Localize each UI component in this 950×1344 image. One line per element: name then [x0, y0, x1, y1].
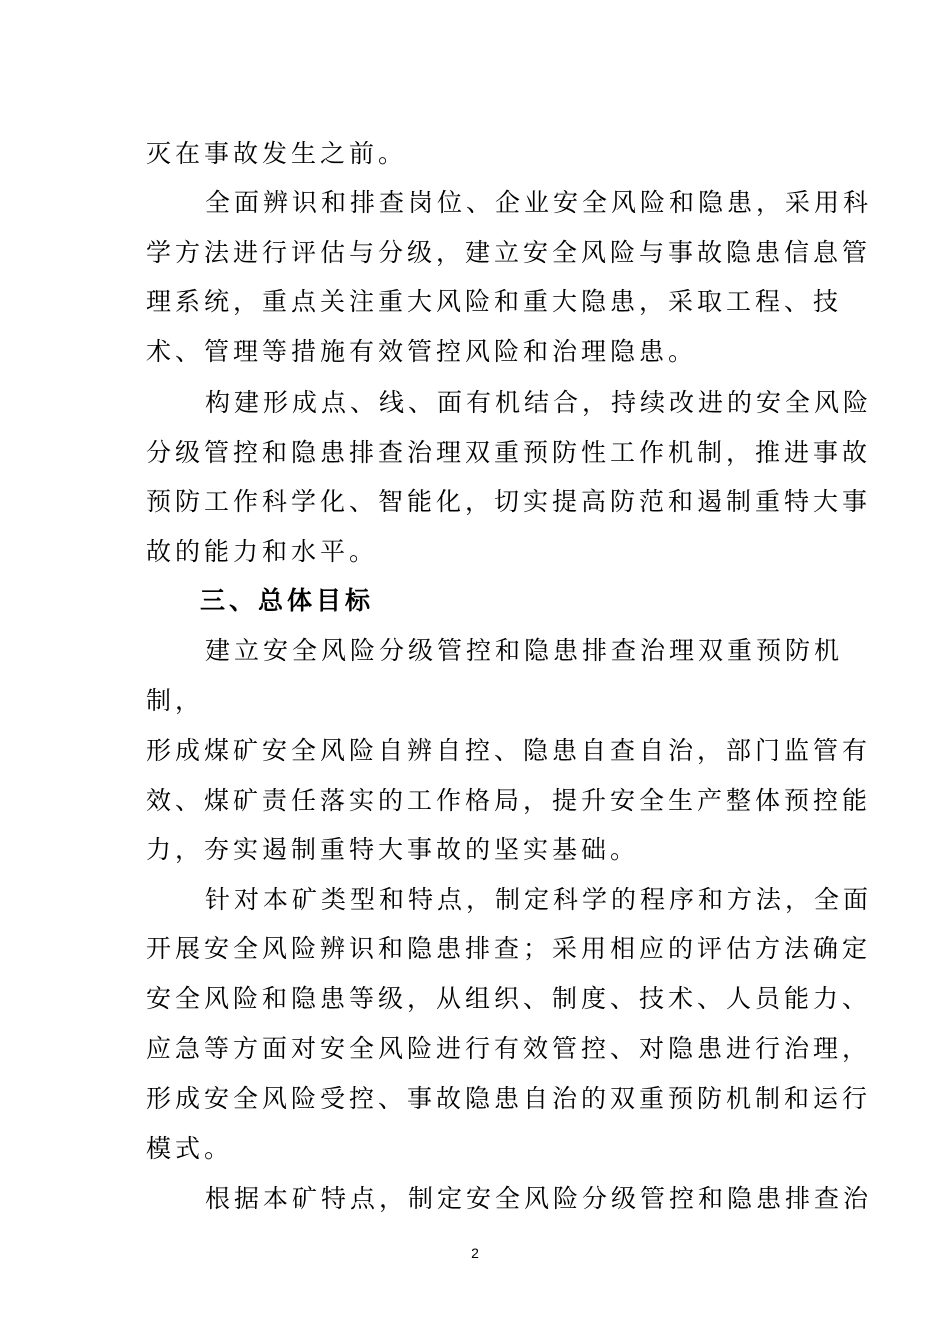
text-line: 模式。 — [146, 1134, 234, 1163]
text-line: 理系统，重点关注重大风险和重大隐患，采取工程、技 — [146, 287, 843, 316]
section-heading: 三、总体目标 — [200, 586, 375, 615]
text-line: 安全风险和隐患等级，从组织、制度、技术、人员能力、 — [146, 984, 872, 1013]
text-line: 形成煤矿安全风险自辨自控、隐患自查自治，部门监管有 — [146, 736, 872, 765]
text-line: 术、管理等措施有效管控风险和治理隐患。 — [146, 337, 698, 366]
text-line: 形成安全风险受控、事故隐患自治的双重预防机制和运行 — [146, 1084, 872, 1113]
paragraph-start: 全面辨识和排查岗位、企业安全风险和隐患，采用科 — [205, 188, 873, 217]
text-line: 应急等方面对安全风险进行有效管控、对隐患进行治理， — [146, 1034, 872, 1063]
text-line: 故的能力和水平。 — [146, 537, 379, 566]
text-line: 开展安全风险辨识和隐患排查；采用相应的评估方法确定 — [146, 934, 872, 963]
paragraph-start: 建立安全风险分级管控和隐患排查治理双重预防机 — [205, 636, 844, 665]
page-number: 2 — [471, 1245, 479, 1261]
paragraph-start: 针对本矿类型和特点，制定科学的程序和方法，全面 — [205, 885, 873, 914]
text-line: 预防工作科学化、智能化，切实提高防范和遏制重特大事 — [146, 487, 872, 516]
text-line: 学方法进行评估与分级，建立安全风险与事故隐患信息管 — [146, 238, 872, 267]
text-line: 力，夯实遏制重特大事故的坚实基础。 — [146, 835, 640, 864]
text-line: 效、煤矿责任落实的工作格局，提升安全生产整体预控能 — [146, 786, 872, 815]
paragraph-start: 根据本矿特点，制定安全风险分级管控和隐患排查治 — [205, 1184, 873, 1213]
text-line: 分级管控和隐患排查治理双重预防性工作机制，推进事故 — [146, 438, 872, 467]
text-line: 制， — [146, 686, 205, 715]
paragraph-start: 构建形成点、线、面有机结合，持续改进的安全风险 — [205, 388, 873, 417]
text-line: 灭在事故发生之前。 — [146, 139, 408, 168]
